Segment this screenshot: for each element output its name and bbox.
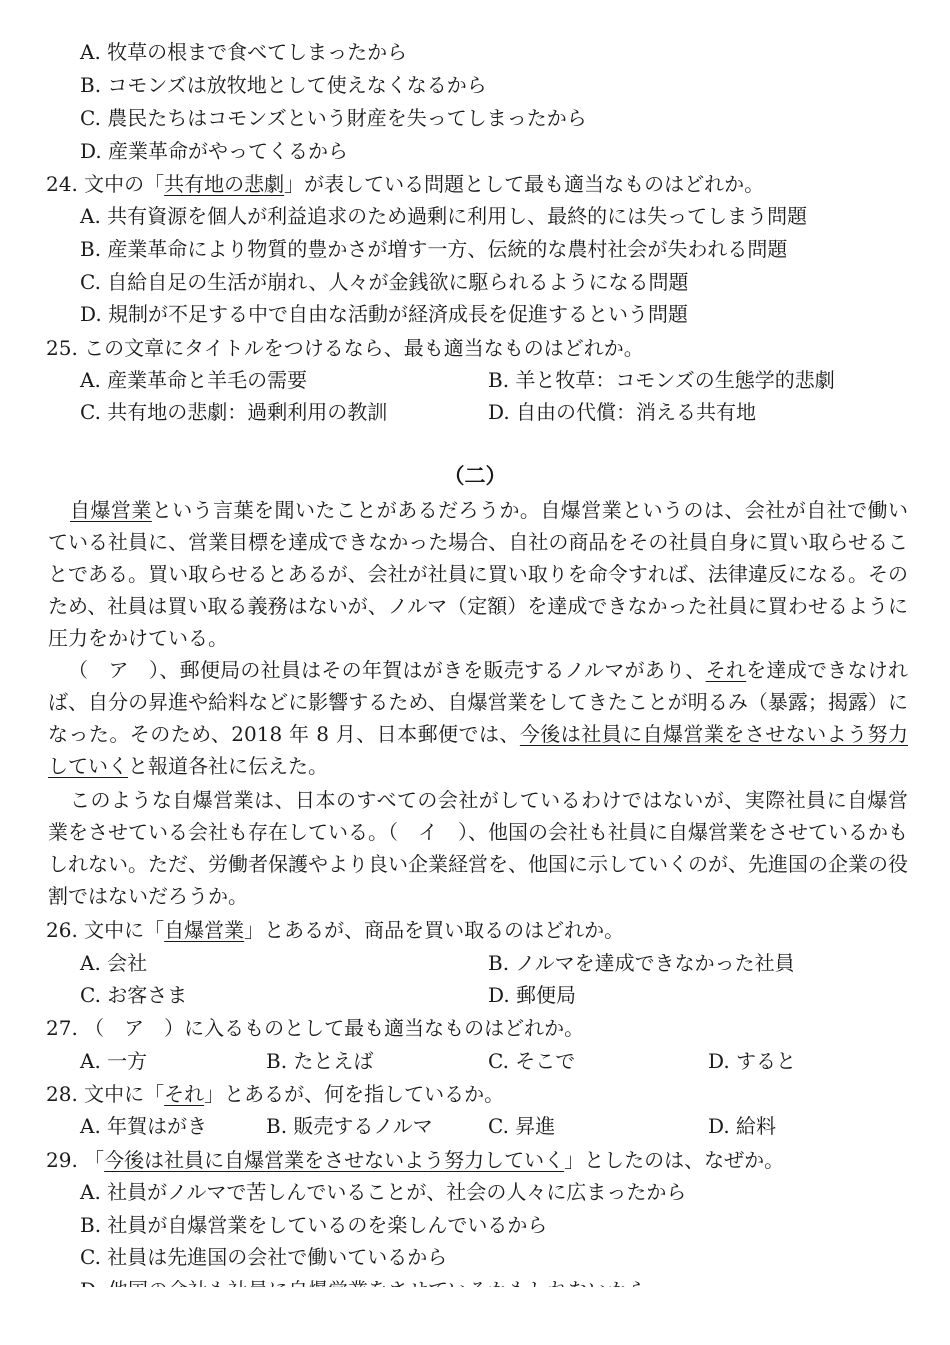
q26-option-d: D. 郵便局 (488, 983, 577, 1007)
q24-stem: 24. 文中の「共有地の悲劇」が表している問題として最も適当なものはどれか。 (46, 172, 765, 196)
q29-stem: 29. 「今後は社員に自爆営業をさせないよう努力していく」としたのは、なぜか。 (46, 1148, 785, 1172)
q23-option-c: C. 農民たちはコモンズという財産を失ってしまったから (80, 106, 587, 130)
passage-paragraph-2: （ ア ）、郵便局の社員はその年賀はがきを販売するノルマがあり、それを達成できなければ、自分の昇進や給料などに影響するため、自爆営業をしてきたことが明るみ（暴露；揭露）になった。そのため、2018 年 8 月、日本郵便では、今後は社員に自爆営業をさせないよう努力していくと報道各社に伝えた。 (48, 658, 909, 778)
q29-option-a: A. 社員がノルマで苦しんでいることが、社会の人々に広まったから (80, 1180, 687, 1204)
passage-underline-kongo: 今後は社員に自爆営業をさせないよう努力していく (48, 722, 909, 778)
q24-option-a: A. 共有資源を個人が利益追求のため過剰に利用し、最終的には失ってしまう問題 (80, 204, 808, 228)
q25-option-a: A. 産業革命と羊毛の需要 (80, 368, 308, 392)
q26-option-a: A. 会社 (80, 951, 148, 975)
q23-option-b: B. コモンズは放牧地として使えなくなるから (80, 73, 487, 97)
passage-paragraph-3: このような自爆営業は、日本のすべての会社がしているわけではないが、実際社員に自爆営業をさせている会社も存在している。（ イ ）、他国の会社も社員に自爆営業をさせているかもしれない。ただ、労働者保護やより良い企業経営を、他国に示していくのが、先進国の企業の役割ではないだろうか。 (48, 788, 908, 908)
q29-underlined-phrase: 今後は社員に自爆営業をさせないよう努力していく (104, 1148, 565, 1172)
q28-option-d: D. 給料 (708, 1114, 777, 1138)
section-heading: （二） (443, 463, 507, 488)
page-cutoff (0, 1287, 950, 1345)
q26-option-b: B. ノルマを達成できなかった社員 (488, 951, 795, 975)
q27-option-d: D. すると (708, 1049, 797, 1073)
passage-paragraph-1: 自爆営業という言葉を聞いたことがあるだろうか。自爆営業というのは、会社が自社で働いている社員に、営業目標を達成できなかった場合、自社の商品をその社員自身に買い取らせることである。買い取らせるとあるが、会社が社員に買い取りを命令すれば、法律違反になる。そのため、社員は買い取る義務はないが、ノルマ（定額）を達成できなかった社員に買わせるように圧力をかけている。 (48, 498, 909, 650)
q29-option-c: C. 社員は先進国の会社で働いているから (80, 1245, 448, 1269)
q25-option-d: D. 自由の代償：消える共有地 (488, 400, 757, 424)
q25-option-c: C. 共有地の悲劇：過剰利用の教訓 (80, 400, 388, 424)
q25-stem: 25. この文章にタイトルをつけるなら、最も適当なものはどれか。 (46, 336, 644, 360)
q29-option-b: B. 社員が自爆営業をしているのを楽しんでいるから (80, 1213, 548, 1237)
q28-stem: 28. 文中に「それ」とあるが、何を指しているか。 (46, 1082, 505, 1106)
q23-option-a: A. 牧草の根まで食べてしまったから (80, 40, 408, 64)
q27-option-c: C. そこで (488, 1049, 576, 1073)
q26-underlined-phrase: 自爆営業 (164, 918, 245, 942)
q27-stem: 27. （ ア ）に入るものとして最も適当なものはどれか。 (46, 1016, 585, 1040)
q26-option-c: C. お客さま (80, 983, 188, 1007)
q24-underlined-phrase: 共有地の悲劇 (164, 172, 285, 196)
q28-option-c: C. 昇進 (488, 1114, 556, 1138)
q28-underlined-phrase: それ (164, 1082, 205, 1106)
q24-option-c: C. 自給自足の生活が崩れ、人々が金銭欲に駆られるようになる問題 (80, 270, 689, 294)
passage-underline-jibaku: 自爆営業 (70, 498, 152, 522)
q24-option-b: B. 産業革命により物質的豊かさが増す一方、伝統的な農村社会が失われる問題 (80, 237, 788, 261)
passage-underline-sore: それ (705, 658, 747, 682)
q27-option-b: B. たとえば (266, 1049, 374, 1073)
q28-option-a: A. 年賀はがき (80, 1114, 208, 1138)
q23-option-d: D. 産業革命がやってくるから (80, 139, 349, 163)
q28-option-b: B. 販売するノルマ (266, 1114, 433, 1138)
q24-option-d: D. 規制が不足する中で自由な活動が経済成長を促進するという問題 (80, 302, 689, 326)
q27-option-a: A. 一方 (80, 1049, 148, 1073)
q25-option-b: B. 羊と牧草：コモンズの生態学的悲劇 (488, 368, 835, 392)
q26-stem: 26. 文中に「自爆営業」とあるが、商品を買い取るのはどれか。 (46, 918, 625, 942)
